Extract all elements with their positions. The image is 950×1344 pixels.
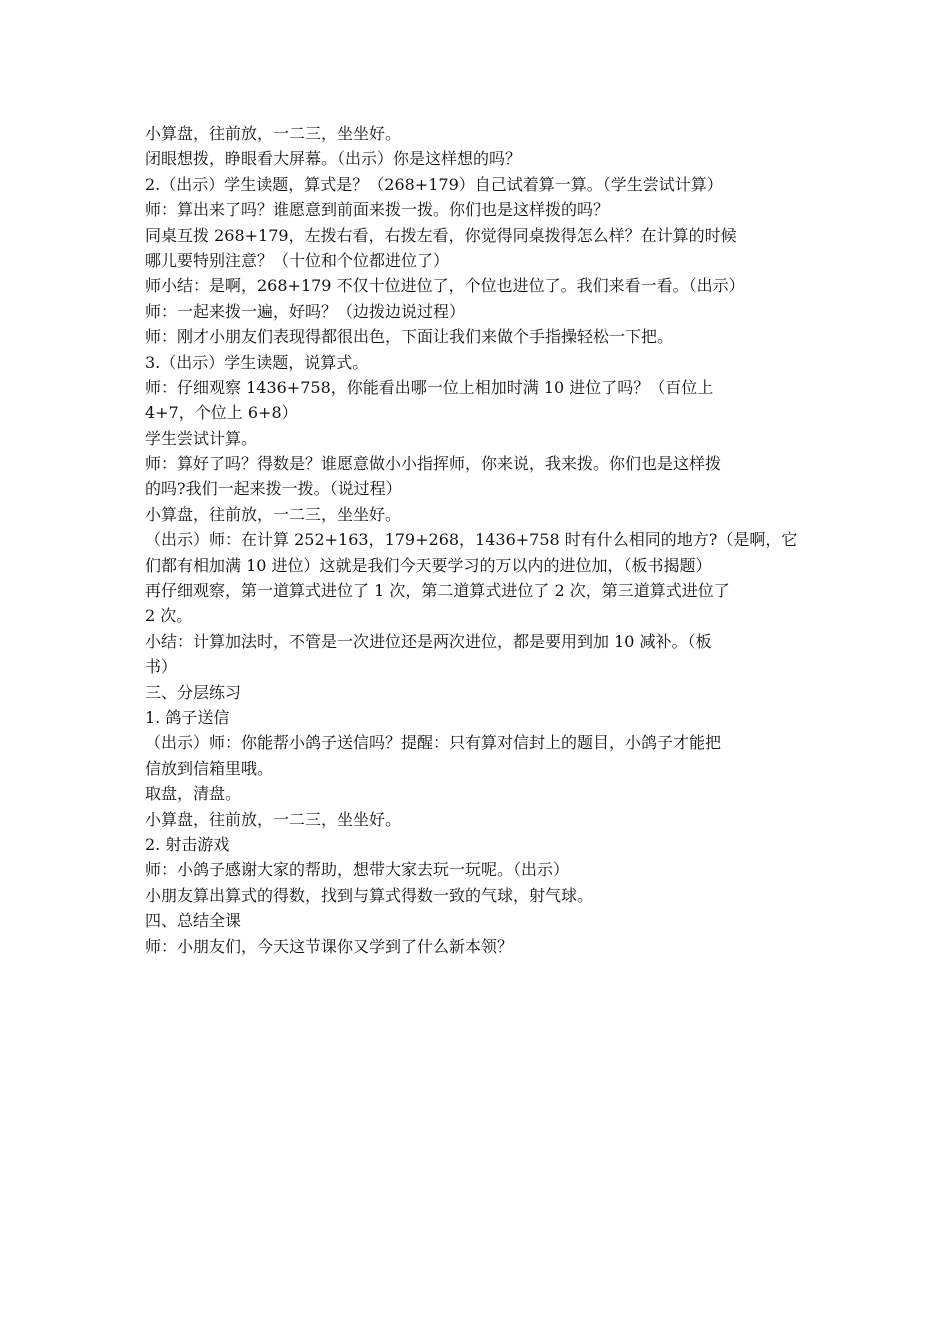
text-line: 再仔细观察，第一道算式进位了 1 次，第二道算式进位了 2 次，第三道算式进位了 — [145, 581, 730, 601]
text-line: 小算盘，往前放，一二三，坐坐好。 — [145, 504, 402, 524]
text-line: 师：小朋友们，今天这节课你又学到了什么新本领？ — [145, 936, 514, 956]
text-line: 1. 鸽子送信 — [145, 707, 230, 727]
text-line: 取盘，清盘。 — [145, 784, 242, 804]
text-line: 师：算出来了吗？谁愿意到前面来拨一拨。你们也是这样拨的吗？ — [145, 200, 610, 220]
text-line: 师：小鸽子感谢大家的帮助，想带大家去玩一玩呢。（出示） — [145, 860, 570, 880]
text-line: 哪儿要特别注意？（十位和个位都进位了） — [145, 250, 450, 270]
text-line: 小结：计算加法时，不管是一次进位还是两次进位，都是要用到加 10 减补。（板 — [145, 631, 712, 651]
section-heading: 三、分层练习 — [145, 682, 242, 702]
text-line: 2. 射击游戏 — [145, 834, 230, 854]
text-line: 师：仔细观察 1436+758，你能看出哪一位上相加时满 10 进位了吗？（百位上 — [145, 377, 714, 397]
text-line: 的吗?我们一起来拨一拨。（说过程） — [145, 479, 402, 499]
text-line: 4+7，个位上 6+8） — [145, 403, 298, 423]
text-line: 同桌互拨 268+179，左拨右看，右拨左看，你觉得同桌拨得怎么样？在计算的时候 — [145, 225, 737, 245]
text-line: 小算盘，往前放，一二三，坐坐好。 — [145, 124, 402, 143]
text-line: 师：刚才小朋友们表现得都很出色，下面让我们来做个手指操轻松一下把。 — [145, 327, 674, 347]
text-line: 师：算好了吗？得数是？谁愿意做小小指挥师，你来说，我来拨。你们也是这样拨 — [145, 454, 722, 474]
text-line: 书） — [145, 657, 178, 677]
section-heading: 四、总结全课 — [145, 911, 242, 931]
document-body — [145, 121, 810, 959]
text-line: 2.（出示）学生读题，算式是？（268+179）自己试着算一算。（学生尝试计算） — [145, 174, 723, 194]
text-line: 小朋友算出算式的得数，找到与算式得数一致的气球，射气球。 — [145, 885, 594, 905]
text-line: 小算盘，往前放，一二三，坐坐好。 — [145, 809, 402, 829]
text-line: 们都有相加满 10 进位）这就是我们今天要学习的万以内的进位加，（板书揭题） — [145, 555, 712, 575]
text-line: （出示）师：你能帮小鸽子送信吗？提醒：只有算对信封上的题目，小鸽子才能把 — [145, 733, 722, 753]
text-line: 2 次。 — [145, 606, 193, 626]
text-line: 3.（出示）学生读题，说算式。 — [145, 352, 369, 372]
text-line: 信放到信箱里哦。 — [145, 758, 274, 778]
text-line: 学生尝试计算。 — [145, 428, 258, 448]
text-line: 师小结：是啊，268+179 不仅十位进位了，个位也进位了。我们来看一看。（出示） — [145, 276, 745, 296]
text-line: （出示）师：在计算 252+163，179+268，1436+758 时有什么相同的地方?（是啊，它 — [145, 530, 798, 550]
text-line: 闭眼想拨，睁眼看大屏幕。（出示）你是这样想的吗？ — [145, 149, 522, 169]
text-line: 师：一起来拨一遍，好吗？（边拨边说过程） — [145, 301, 466, 321]
